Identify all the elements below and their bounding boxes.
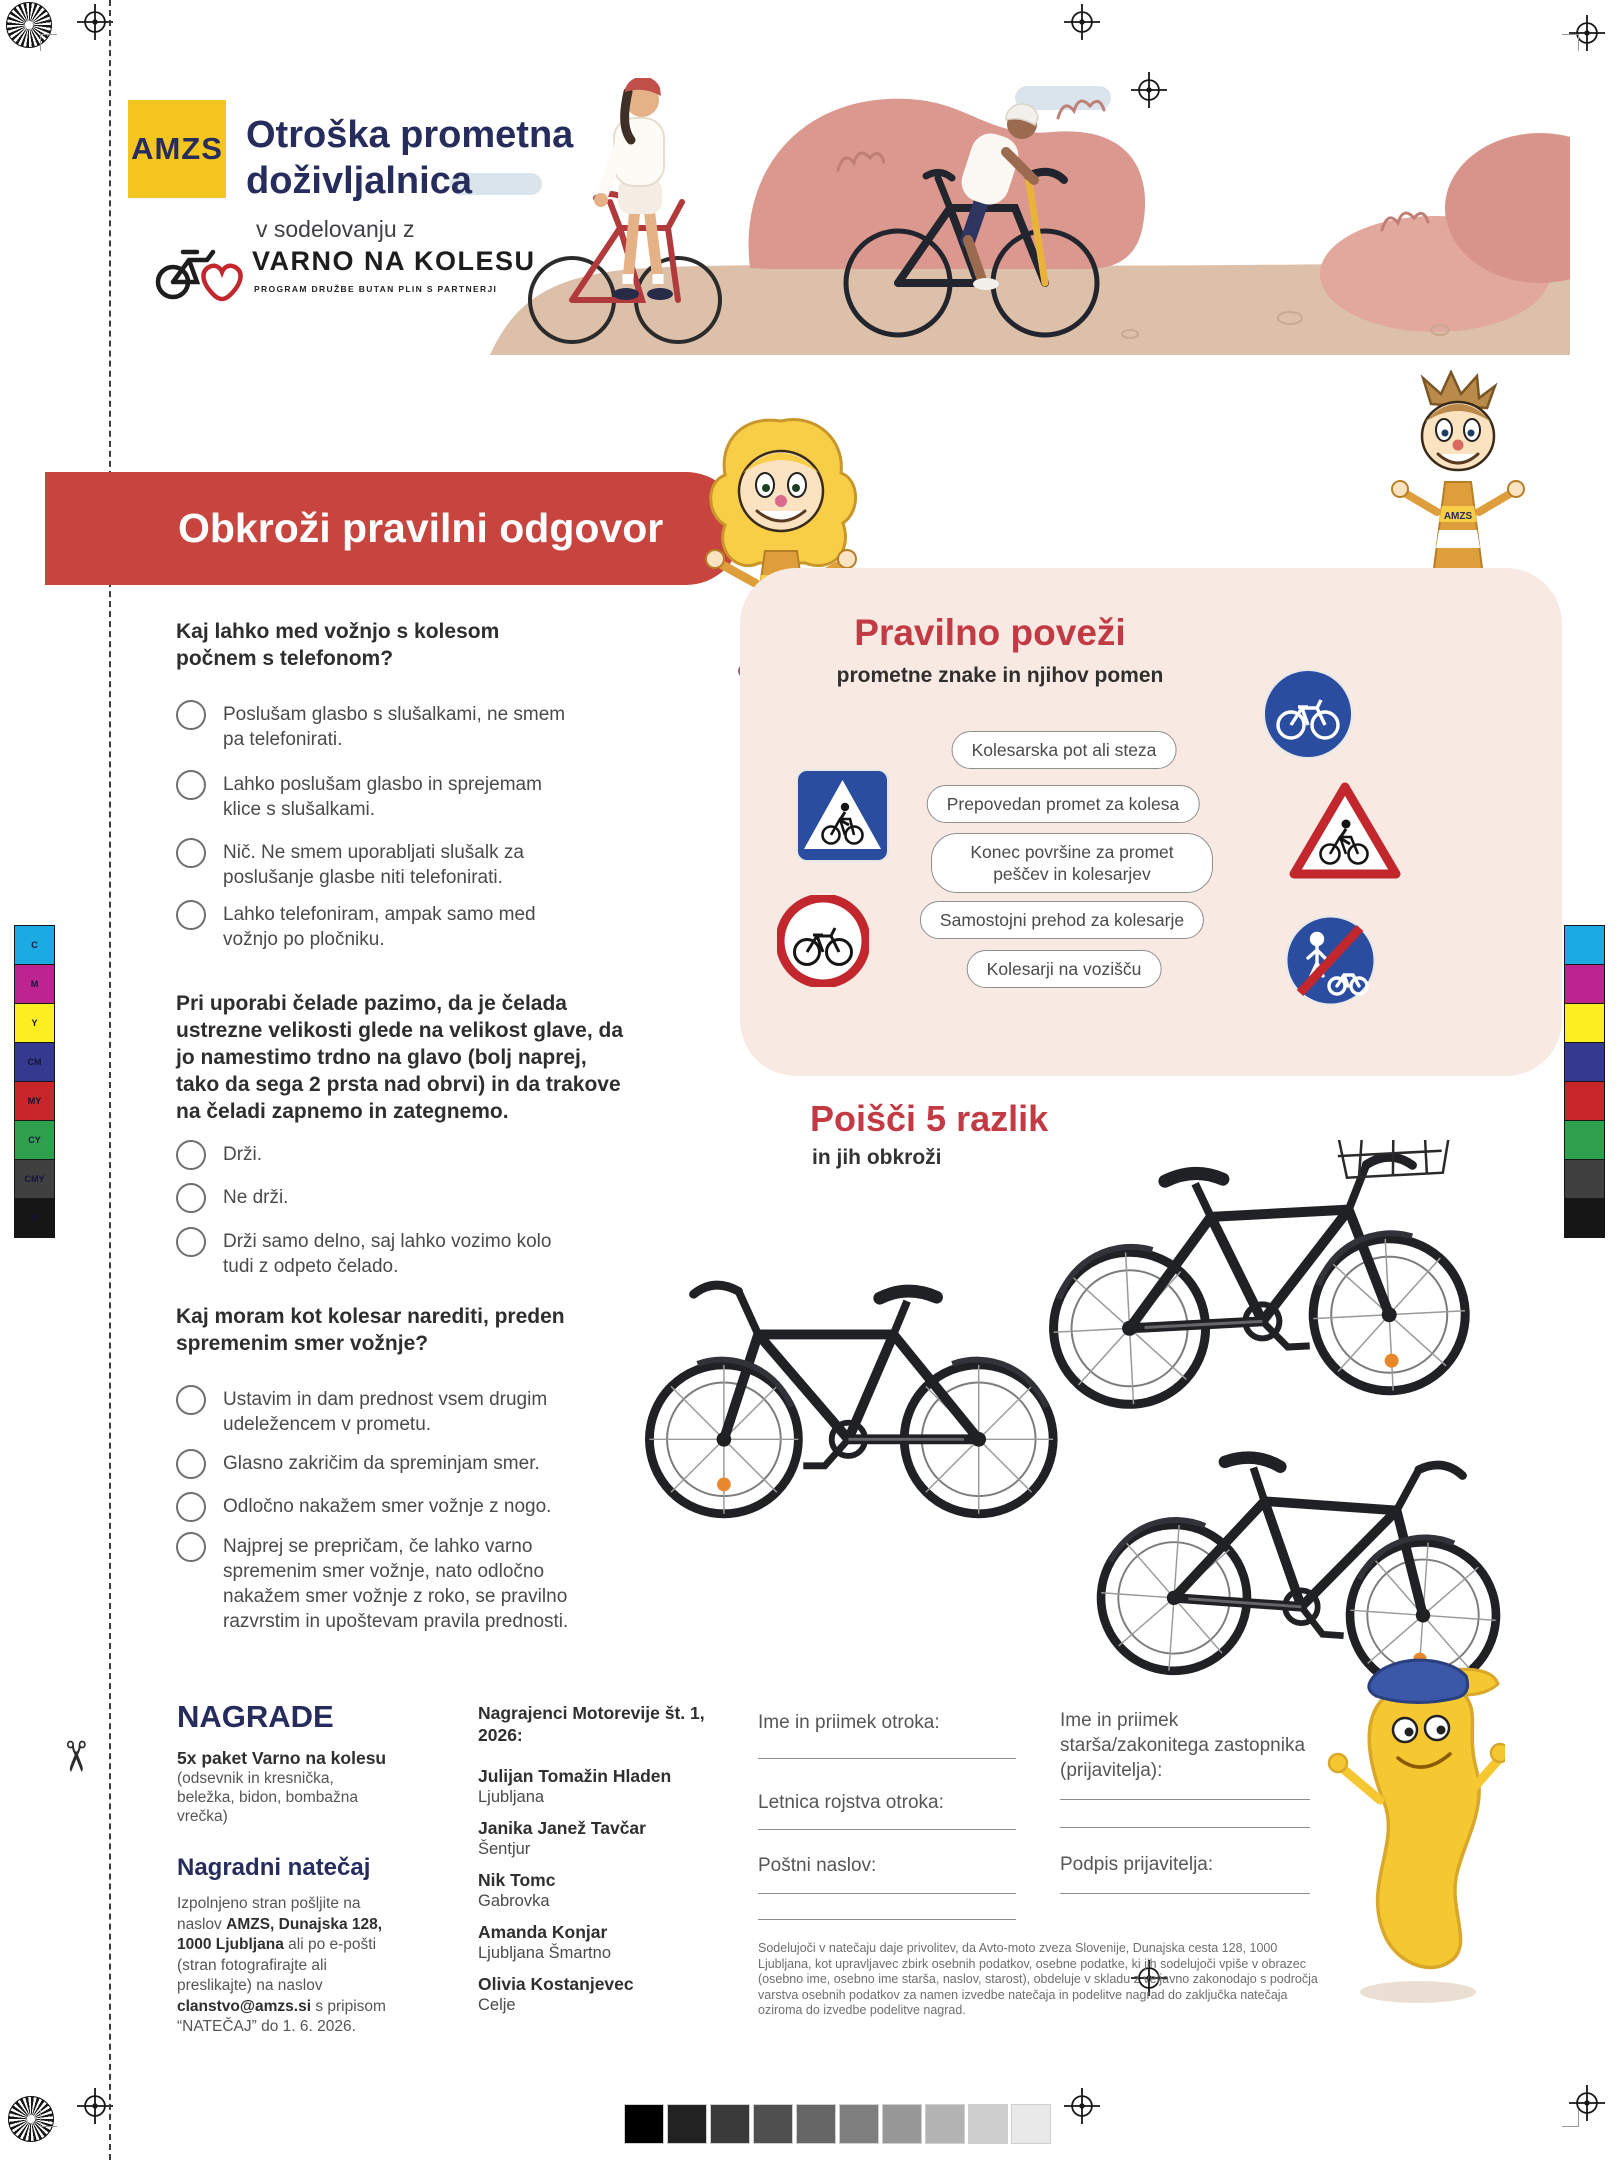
radio-circle[interactable] [176,1385,206,1415]
radio-circle[interactable] [176,1183,206,1213]
winner-city: Ljubljana Šmartno [478,1944,611,1962]
parent-name-label: Ime in priimek starša/zakonitega zastopnika (prijavitelja): [1060,1710,1306,1781]
differences-title: Poišči 5 razlik [810,1098,1049,1139]
option-label: Lahko telefoniram, ampak samo med vožnjo po pločniku. [223,904,536,950]
q3-option-2 [176,1449,616,1479]
q2-option-2 [176,1183,596,1213]
match-label-pill[interactable]: Prepovedan promet za kolesa [927,785,1200,823]
birth-year-input-line[interactable] [758,1828,1016,1830]
banner-text: Obkroži pravilni odgovor [178,505,664,551]
cmyk-patch: K [14,1198,55,1238]
contest-address: AMZS, Dunajska 128, 1000 Ljubljana [177,1915,383,1953]
contest-text: s pripisom “NATEČAJ” do 1. 6. 2026. [177,1997,386,2035]
contest-text: Izpolnjeno stran pošljite na naslov [177,1895,361,1933]
cmyk-color-bar-left [14,926,55,1238]
bicycles-find-differences-image[interactable] [610,1140,1520,1700]
prizes-title: NAGRADE [177,1699,334,1734]
cyclists-on-road-warning-sign[interactable] [1288,780,1402,882]
radio-circle[interactable] [176,1449,206,1479]
cmyk-patch [1564,1198,1605,1238]
prizes-package: 5x paket Varno na kolesu [177,1748,387,1768]
address-label: Poštni naslov: [758,1855,877,1876]
page-title-line2: doživljalnica [246,160,472,202]
cmyk-patch: CMY [14,1159,55,1199]
winner-name: Amanda Konjar [478,1922,608,1942]
end-of-pedestrian-and-cycle-path-sign[interactable] [1284,914,1377,1007]
winner-name: Julijan Tomažin Hladen [478,1766,672,1786]
signature-label: Podpis prijavitelja: [1060,1854,1214,1875]
match-panel-subtitle: prometne znake in njihov pomen [836,664,1164,687]
radio-circle[interactable] [176,1532,206,1562]
legal-privacy-text: Sodelujoči v natečaju daje privolitev, da Avto-moto zveza Slovenije, Dunajska cesta 128, 1000 Ljubljana, kot upravljavec zbirk osebnih podatkov, osebne podatke, ki jih sodelujoči vpiše v obrazec (osebno ime, osebno ime starša, naslov, starost), obdeluje v skladu z veljavno zakonodajo s področja varstva osebnih podatkov za namen izvedbe natečaja in podelitve nagrad do zaključka natečaja oziroma do izvedbe podelitve nagrad. [758,1941,1318,2018]
radio-circle[interactable] [176,770,206,800]
collaboration-text: v sodelovanju z [256,216,415,242]
no-bicycles-sign[interactable] [777,895,869,987]
prizes-contents: (odsevnik in kresnička, beležka, bidon, bombažna vrečka) [177,1770,358,1825]
header-illustration-cyclists-scene [430,78,1570,355]
option-label: Najprej se prepričam, če lahko varno spremenim smer vožnje, nato odločno nakažem smer vožnje z roko, se pravilno razvrstim in upoštevam pravila prednosti. [223,1536,569,1632]
birth-year-label: Letnica rojstva otroka: [758,1792,944,1813]
yellow-crayon-mascot [1300,1630,1505,2010]
cmyk-patch: CM [14,1042,55,1082]
option-label: Drži samo delno, saj lahko vozimo kolo tudi z odpeto čelado. [223,1231,552,1277]
q2-option-3 [176,1227,596,1279]
cmyk-patch: CY [14,1120,55,1160]
partner-tagline: PROGRAM DRUŽBE BUTAN PLIN S PARTNERJI [254,284,498,294]
page-title-line1: Otroška prometna [246,114,574,156]
corner-crop-mark [1562,34,1579,51]
parent-form-column [1060,1702,1320,1922]
amzs-logo: AMZS [128,100,226,198]
radio-circle[interactable] [176,1227,206,1257]
section-banner [45,472,742,585]
svg-text:AMZS: AMZS [1443,511,1473,522]
crossing-for-cyclists-sign[interactable] [795,768,890,863]
crosshair-registration-mark [1064,4,1100,40]
grayscale-calibration-bar [624,2104,1051,2144]
winner-city: Ljubljana [478,1788,545,1806]
q3-option-4 [176,1532,616,1634]
parent-name-input-line-1[interactable] [1060,1798,1310,1800]
cmyk-patch [1564,964,1605,1004]
child-name-input-line[interactable] [758,1757,1016,1759]
signature-input-line[interactable] [1060,1892,1310,1894]
page-title [246,112,573,204]
cmyk-color-bar-right [1564,926,1605,1238]
child-form-column [758,1702,1023,1942]
crosshair-registration-mark [77,4,113,40]
prizes-column [177,1700,395,2038]
radio-circle[interactable] [176,700,206,730]
match-label-pill[interactable]: Kolesarska pot ali steza [952,731,1177,769]
radio-circle[interactable] [176,1492,206,1522]
cmyk-patch: Y [14,1003,55,1043]
winner-city: Šentjur [478,1840,531,1858]
q3-option-3 [176,1492,616,1522]
winner-name: Janika Janež Tavčar [478,1818,646,1838]
contest-title: Nagradni natečaj [177,1854,371,1881]
parent-name-input-line-2[interactable] [1060,1826,1310,1828]
child-name-label: Ime in priimek otroka: [758,1712,940,1733]
match-panel-title: Pravilno poveži [854,612,1126,653]
q1-option-3 [176,838,596,890]
cut-line [109,0,111,2160]
differences-subtitle: in jih obkroži [812,1146,942,1169]
cmyk-patch [1564,1159,1605,1199]
option-label: Poslušam glasbo s slušalkami, ne smem pa telefonirati. [223,704,566,750]
cycle-path-sign[interactable] [1262,668,1354,760]
question-3: Kaj moram kot kolesar narediti, preden spremenim smer vožnje? [176,1305,565,1355]
cmyk-patch [1564,1120,1605,1160]
bike-heart-logo-icon [152,238,246,302]
partner-logo-text: VARNO NA KOLESU [252,246,536,276]
crosshair-registration-mark [77,2088,113,2124]
address-input-line-1[interactable] [758,1892,1016,1894]
corner-crop-mark [1562,2110,1579,2127]
cmyk-patch: C [14,925,55,965]
cmyk-patch [1564,1042,1605,1082]
option-label: Ne drži. [223,1187,289,1208]
q1-option-4 [176,900,596,952]
option-label: Odločno nakažem smer vožnje z nogo. [223,1496,552,1517]
winner-city: Celje [478,1996,516,2014]
cmyk-patch: M [14,964,55,1004]
scissors-icon: ✂ [52,1738,100,1775]
contest-email[interactable]: clanstvo@amzs.si [177,1997,312,2015]
radio-circle[interactable] [176,900,206,930]
corner-crop-mark [40,34,57,51]
contest-instructions [177,1894,395,2038]
winner-name: Nik Tomc [478,1870,556,1890]
radio-circle[interactable] [176,838,206,868]
winner-city: Gabrovka [478,1892,550,1910]
cmyk-patch [1564,925,1605,965]
q2-option-1 [176,1140,596,1170]
q1-option-2 [176,770,596,822]
option-label: Lahko poslušam glasbo in sprejemam klice s slušalkami. [223,774,542,820]
contest-text: ali po e-pošti (stran fotografirajte ali preslikajte) na naslov [177,1936,377,1994]
option-label: Drži. [223,1144,263,1165]
question-1: Kaj lahko med vožnjo s kolesom počnem s telefonom? [176,620,500,670]
crosshair-registration-mark [1064,2088,1100,2124]
address-input-line-2[interactable] [758,1918,1016,1920]
winners-column [478,1702,713,2026]
cmyk-patch [1564,1003,1605,1043]
match-label-pill[interactable]: Samostojni prehod za kolesarje [920,901,1204,939]
cmyk-patch [1564,1081,1605,1121]
question-2: Pri uporabi čelade pazimo, da je čelada ustrezne velikosti glede na velikost glave, da jo namestimo trdno na glavo (bolj naprej, tako da sega 2 prsta nad obrvi) in da trakove na čeladi zapnemo in zategnemo. [176,992,624,1123]
option-label: Nič. Ne smem uporabljati slušalk za poslušanje glasbe niti telefonirati. [223,842,524,888]
option-label: Ustavim in dam prednost vsem drugim udeležencem v prometu. [223,1389,548,1435]
winners-title: Nagrajenci Motorevije št. 1, 2026: [478,1703,705,1745]
q1-option-1 [176,700,596,752]
winner-name: Olivia Kostanjevec [478,1974,634,1994]
q3-option-1 [176,1385,616,1437]
cmyk-patch: MY [14,1081,55,1121]
match-label-pill[interactable]: Kolesarji na vozišču [967,950,1162,988]
option-label: Glasno zakričim da spreminjam smer. [223,1453,540,1474]
radio-circle[interactable] [176,1140,206,1170]
match-label-pill[interactable]: Konec površine za promet peščev in kolesarjev [931,833,1213,893]
corner-crop-mark [40,2110,57,2127]
